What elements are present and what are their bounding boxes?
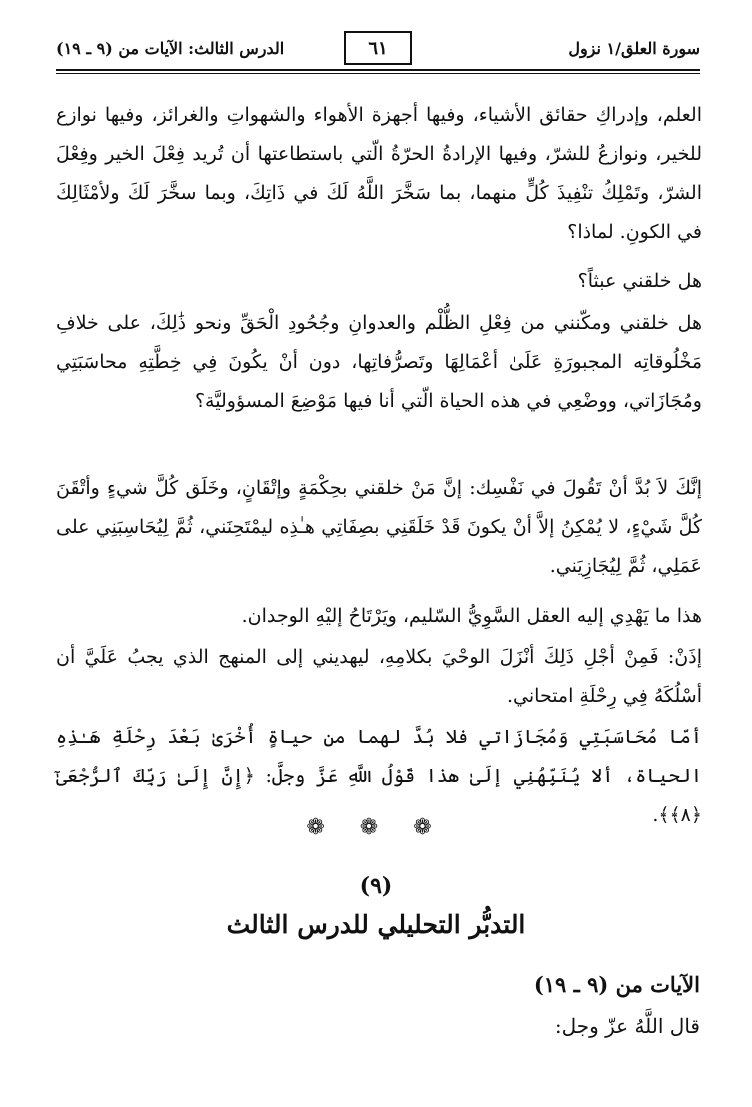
verses-heading: الآيات من (٩ ـ ١٩) (533, 972, 700, 997)
page-number: ٦١ (368, 37, 388, 59)
section-number: (٩) (359, 873, 393, 899)
section-title: التدبُّر التحليلي للدرس الثالث (226, 910, 526, 939)
paragraph-2: هل خلقني عبثاً؟ (577, 270, 702, 292)
paragraph-7: أمّا مُحَاسَبَتِي وَمُجَازَاتي فلا بُدَّ لهما من حياةٍ أُخْرَىٰ بَعْدَ رِحْلَةِ هَـٰذِهِ الحياة، ألا يُنَبِّهُنِي إلَىٰ هذا قَوْلُ اللَّهِ عَزَّ وجلَّ: ﴿إِنَّ إِلَىٰ رَبِّكَ ٱلرُّجْعَىٰٓ ﴿٨﴾﴾. (56, 726, 702, 826)
header-lesson-title: الدرس الثالث: الآيات من (٩ ـ ١٩) (56, 38, 285, 58)
header-rule-thick (56, 69, 700, 71)
header-rule-thin (56, 73, 700, 74)
separator-stars: ❁ ❁ ❁ (306, 815, 446, 840)
intro-line: قال اللَّهُ عزّ وجل: (554, 1014, 700, 1038)
paragraph-1: العلم، وإدراكِ حقائق الأشياء، وفيها أجهزة الأهواء والشهواتِ والغرائز، وفيها نوازع للخير، ونوازعُ للشرّ، وفيها الإرادةُ الحرّةُ الّتي باستطاعتها أن تُريد فِعْلَ الخير وفِعْلَ الشرّ، وتَمْلِكُ تنْفِيذَ كُلٍّ منهما، بما سَخَّرَ اللَّهُ لَكَ في ذَاتِكَ، وبما سخَّرَ لَكَ ولأمْثَالِكَ في الكونِ. لماذا؟ (56, 104, 702, 243)
paragraph-4: إنَّكَ لاَ بُدَّ أنْ تَقُولَ في نَفْسِك: إنَّ مَنْ خلقني بحِكْمَةٍ وإتْقَانٍ، وخَلَق كُلَّ شيءٍ وأتْقَنَ كُلَّ شَيْءٍ، لا يُمْكِنُ إلاَّ أنْ يكونَ قَدْ خَلَقَنِي بصِفَاتِي هـٰذِه ليمْتَحِنَني، ثُمَّ لِيُحَاسِبَنِي على عَمَلِي، ثُمَّ لِيُجَازِيَني. (56, 477, 702, 577)
paragraph-6: إذَنْ: فَمِنْ أجْلِ ذَلِكَ أنْزَلَ الوحْيَ بكلامِهِ، ليهديني إلى المنهج الذي يجبُ عَلَيَّ أن أسْلُكَهُ فِي رِحْلَةِ امتحاني. (56, 646, 702, 707)
header-surah-title: سورة العلق/١ نزول (568, 38, 700, 58)
page-number-box (344, 31, 412, 65)
paragraph-3: هل خلقني ومكّنني من فِعْلِ الظُّلْم والعدوانِ وجُحُودِ الْحَقِّ ونحو ذَٰلِكَ، على خلافِ مَخْلُوقاتِه المجبورَةِ عَلَىٰ أعْمَالِهَا وتَصرُّفاتِها، دون أنْ يكُونَ فِي خِطَّتِهِ محاسَبَتِي ومُجَازَاتي، ووضْعِي في هذه الحياة الّتي أنا فيها مَوْضِعَ المسؤوليَّة؟ (56, 312, 702, 412)
paragraph-5: هذا ما يَهْدِي إليه العقل السَّوِيُّ السّليم، ويَرْتَاحُ إليْهِ الوجدان. (241, 605, 702, 627)
page-header (56, 30, 700, 66)
